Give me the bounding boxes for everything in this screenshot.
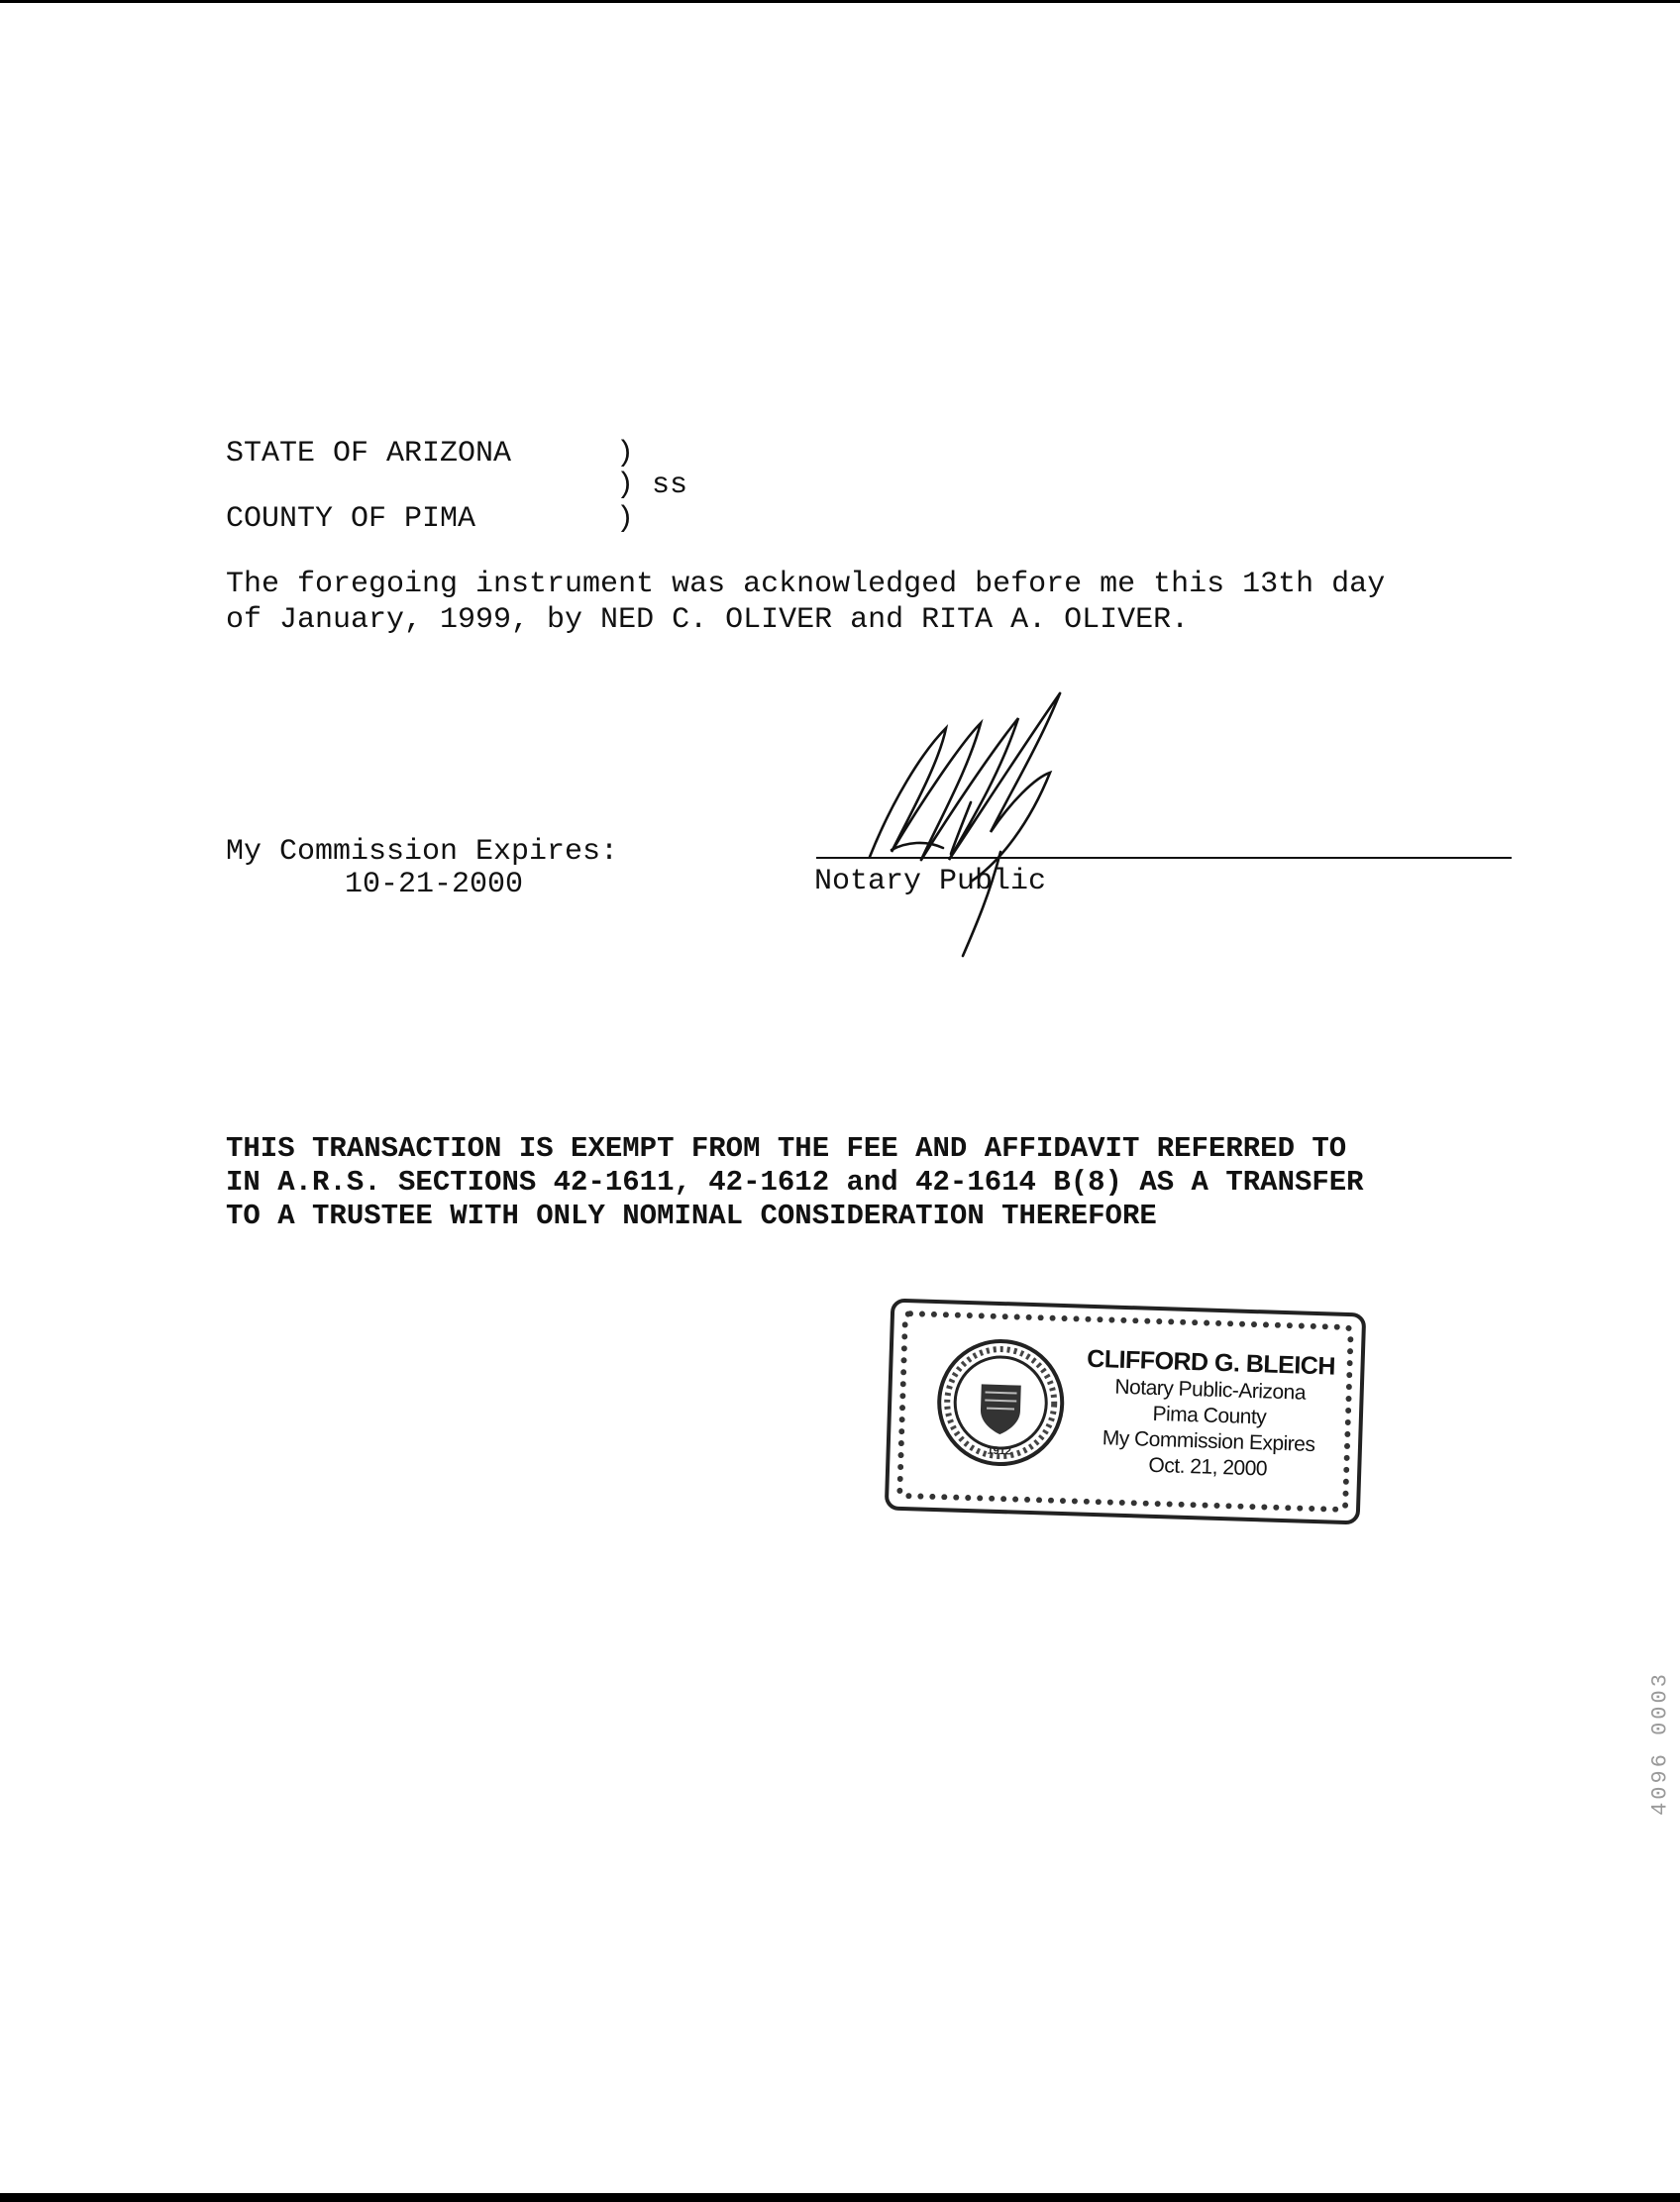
stamp-commission-label: My Commission Expires xyxy=(1102,1426,1315,1457)
stamp-title: Notary Public-Arizona xyxy=(1114,1375,1307,1405)
stamp-county: Pima County xyxy=(1152,1402,1267,1429)
exemption-line-3: TO A TRUSTEE WITH ONLY NOMINAL CONSIDERATION THEREFORE xyxy=(226,1200,1157,1232)
stamp-notary-name: CLIFFORD G. BLEICH xyxy=(1086,1344,1336,1381)
notary-stamp xyxy=(885,1299,1366,1525)
acknowledgment-line-1: The foregoing instrument was acknowledged before me this 13th day xyxy=(226,568,1386,601)
commission-label: My Commission Expires: xyxy=(226,835,619,869)
exemption-line-1: THIS TRANSACTION IS EXEMPT FROM THE FEE AND AFFIDAVIT REFERRED TO xyxy=(226,1132,1347,1165)
exemption-line-2: IN A.R.S. SECTIONS 42-1611, 42-1612 and 42-1614 B(8) AS A TRANSFER xyxy=(226,1166,1364,1199)
side-document-number-text: 4096 0003 xyxy=(1647,1671,1673,1816)
venue-paren-1: ) xyxy=(616,437,635,471)
notary-public-label: Notary Public xyxy=(814,865,1047,898)
acknowledgment-line-2: of January, 1999, by NED C. OLIVER and RITA A. OLIVER. xyxy=(226,603,1190,637)
seal-year: 1912 xyxy=(987,1444,1012,1458)
scan-bottom-edge xyxy=(0,2193,1680,2202)
venue-paren-2: ) xyxy=(616,502,635,536)
stamp-commission-date: Oct. 21, 2000 xyxy=(1148,1453,1268,1481)
side-document-number xyxy=(1640,1565,1680,1922)
notary-signature xyxy=(852,683,1129,971)
venue-ss: ) ss xyxy=(616,469,688,502)
venue-state: STATE OF ARIZONA xyxy=(226,437,512,471)
stamp-text-block xyxy=(1074,1343,1345,1484)
scan-top-edge xyxy=(0,0,1680,3)
commission-date: 10-21-2000 xyxy=(345,868,524,901)
arizona-seal-icon xyxy=(933,1335,1068,1470)
venue-county: COUNTY OF PIMA xyxy=(226,502,476,536)
